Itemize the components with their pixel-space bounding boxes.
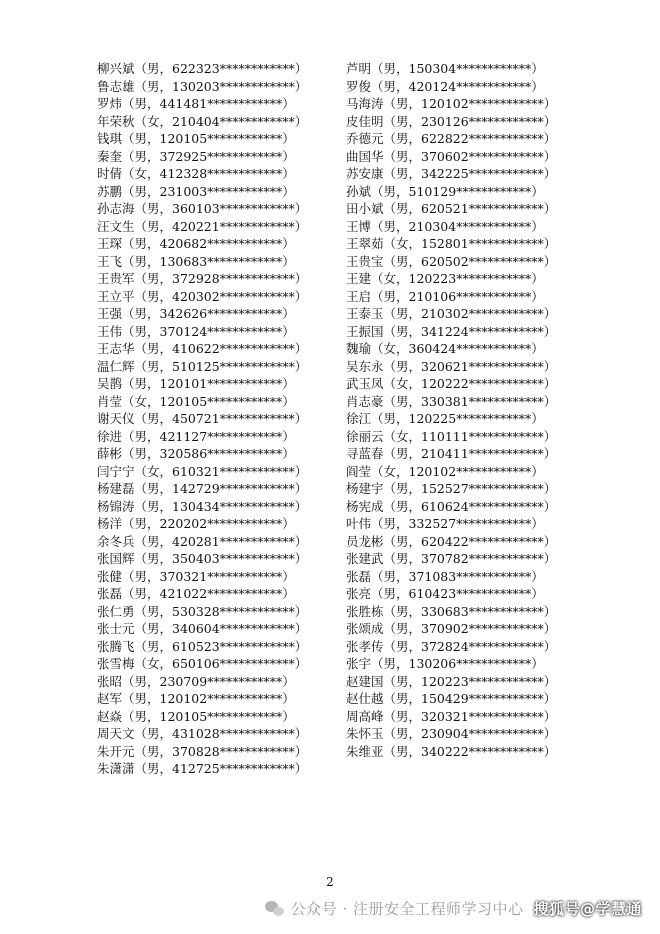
name-entry: 杨建磊（男，142729************） <box>97 481 308 496</box>
name-entry: 阎莹（女，120102************） <box>346 463 544 479</box>
name-entry: 张胜栋（男，330683************） <box>346 603 557 619</box>
name-entry: 肖莹（女，120105************） <box>97 393 295 409</box>
name-entry: 张雪梅（女，650106************） <box>97 656 308 671</box>
name-entry: 张健（男，370321************） <box>97 568 295 584</box>
name-entry: 赵仕越（男，150429************） <box>346 691 557 706</box>
name-entry: 乔德元（男，622822************） <box>346 131 557 146</box>
name-entry: 王启（男，210106************） <box>346 288 544 304</box>
name-entry: 罗炜（男，441481************） <box>97 96 295 111</box>
name-entry: 王翠茹（女，152801************） <box>346 236 557 251</box>
name-entry: 徐丽云（女，110111************） <box>346 428 557 444</box>
right-name-column <box>346 60 556 760</box>
name-entry: 王立平（男，420302************） <box>97 288 308 304</box>
name-entry: 张磊（男，421022************） <box>97 586 295 601</box>
name-entry: 吴东永（男，320621************） <box>346 358 557 374</box>
name-entry: 朱维亚（男，340222************） <box>346 743 557 759</box>
name-entry: 周天文（男，431028************） <box>97 726 308 741</box>
name-entry: 魏瑜（女，360424************） <box>346 341 544 356</box>
name-entry: 时倩（女，412328************） <box>97 166 295 181</box>
name-entry: 张孝传（男，372824************） <box>346 638 557 654</box>
name-entry: 朱开元（男，370828************） <box>97 743 308 759</box>
name-entry: 曲国华（男，370602************） <box>346 148 557 164</box>
watermark-text: 公众号 · 注册安全工程师学习中心 <box>290 900 524 918</box>
name-entry: 苏安康（男，342225************） <box>346 166 557 181</box>
name-entry: 赵焱（男，120105************） <box>97 708 295 724</box>
name-entry: 武玉凤（女，120222************） <box>346 376 557 391</box>
name-entry: 员龙彬（男，620422************） <box>346 533 557 549</box>
name-entry: 张建武（男，370782************） <box>346 551 557 566</box>
name-entry: 张昭（男，230709************） <box>97 673 295 689</box>
name-entry: 温仁辉（男，510125************） <box>97 358 308 374</box>
name-entry: 张士元（男，340604************） <box>97 621 308 636</box>
name-entry: 孙斌（男，510129************） <box>346 183 544 199</box>
name-entry: 杨宪成（男，610624************） <box>346 498 557 514</box>
name-entry: 闫宁宁（女，610321************） <box>97 463 308 479</box>
name-entry: 秦奎（男，372925************） <box>97 148 295 164</box>
name-entry: 柳兴斌（男，622323************） <box>97 61 308 76</box>
name-entry: 肖志豪（男，330381************） <box>346 393 557 409</box>
name-entry: 张国辉（男，350403************） <box>97 551 308 566</box>
watermark <box>265 898 642 919</box>
name-entry: 张磊（男，371083************） <box>346 568 544 584</box>
name-entry: 薛彬（男，320586************） <box>97 446 295 461</box>
name-entry: 苏鹏（男，231003************） <box>97 183 295 199</box>
name-entry: 赵军（男，120102************） <box>97 691 295 706</box>
name-entry: 吴鹊（男，120101************） <box>97 376 295 391</box>
name-entry: 芦明（男，150304************） <box>346 61 544 76</box>
name-entry: 汪文生（男，420221************） <box>97 218 308 234</box>
name-entry: 谢天仪（男，450721************） <box>97 411 308 426</box>
name-entry: 杨建宇（男，152527************） <box>346 481 557 496</box>
sohu-watermark: 搜狐号@学慧通 <box>533 900 642 918</box>
name-entry: 朱怀玉（男，230904************） <box>346 726 557 741</box>
name-entry: 张亮（男，610423************） <box>346 586 544 601</box>
name-entry: 皮佳明（男，230126************） <box>346 113 557 129</box>
name-entry: 赵建国（男，120223************） <box>346 673 557 689</box>
name-entry: 叶伟（男，332527************） <box>346 516 544 531</box>
name-entry: 徐进（男，421127************） <box>97 428 295 444</box>
name-entry: 张仁勇（男，530328************） <box>97 603 308 619</box>
name-entry: 鲁志雄（男，130203************） <box>97 78 308 94</box>
name-entry: 王飞（男，130683************） <box>97 253 295 269</box>
name-entry: 马海涛（男，120102************） <box>346 96 557 111</box>
name-entry: 杨锦涛（男，130434************） <box>97 498 308 514</box>
name-entry: 王志华（男，410622************） <box>97 341 308 356</box>
name-entry: 钱琪（男，120105************） <box>97 131 295 146</box>
name-entry: 罗俊（男，420124************） <box>346 78 544 94</box>
name-entry: 张腾飞（男，610523************） <box>97 638 308 654</box>
name-entry: 张颂成（男，370902************） <box>346 621 557 636</box>
name-entry: 寻蓝春（男，210411************） <box>346 446 557 461</box>
name-entry: 孙志海（男，360103************） <box>97 201 308 216</box>
name-entry: 朱潇潇（男，412725************） <box>97 761 308 776</box>
name-entry: 王振国（男，341224************） <box>346 323 557 339</box>
name-entry: 年荣秋（女，210404************） <box>97 113 308 129</box>
name-entry: 张宇（男，130206************） <box>346 656 544 671</box>
name-entry: 王贵军（男，372928************） <box>97 271 308 286</box>
left-name-column <box>97 60 307 778</box>
name-entry: 王强（男，342626************） <box>97 306 295 321</box>
name-entry: 王琛（男，420682************） <box>97 236 295 251</box>
name-entry: 王泰玉（男，210302************） <box>346 306 557 321</box>
name-entry: 王建（女，120223************） <box>346 271 544 286</box>
name-entry: 杨洋（男，220202************） <box>97 516 295 531</box>
page-number: 2 <box>326 875 334 889</box>
name-entry: 徐江（男，120225************） <box>346 411 544 426</box>
name-entry: 王伟（男，370124************） <box>97 323 295 339</box>
name-entry: 周高峰（男，320321************） <box>346 708 557 724</box>
name-entry: 王博（男，210304************） <box>346 218 544 234</box>
wechat-icon <box>265 901 285 917</box>
name-entry: 王贵宝（男，620502************） <box>346 253 557 269</box>
name-entry: 田小斌（男，620521************） <box>346 201 557 216</box>
name-entry: 余冬兵（男，420281************） <box>97 533 308 549</box>
